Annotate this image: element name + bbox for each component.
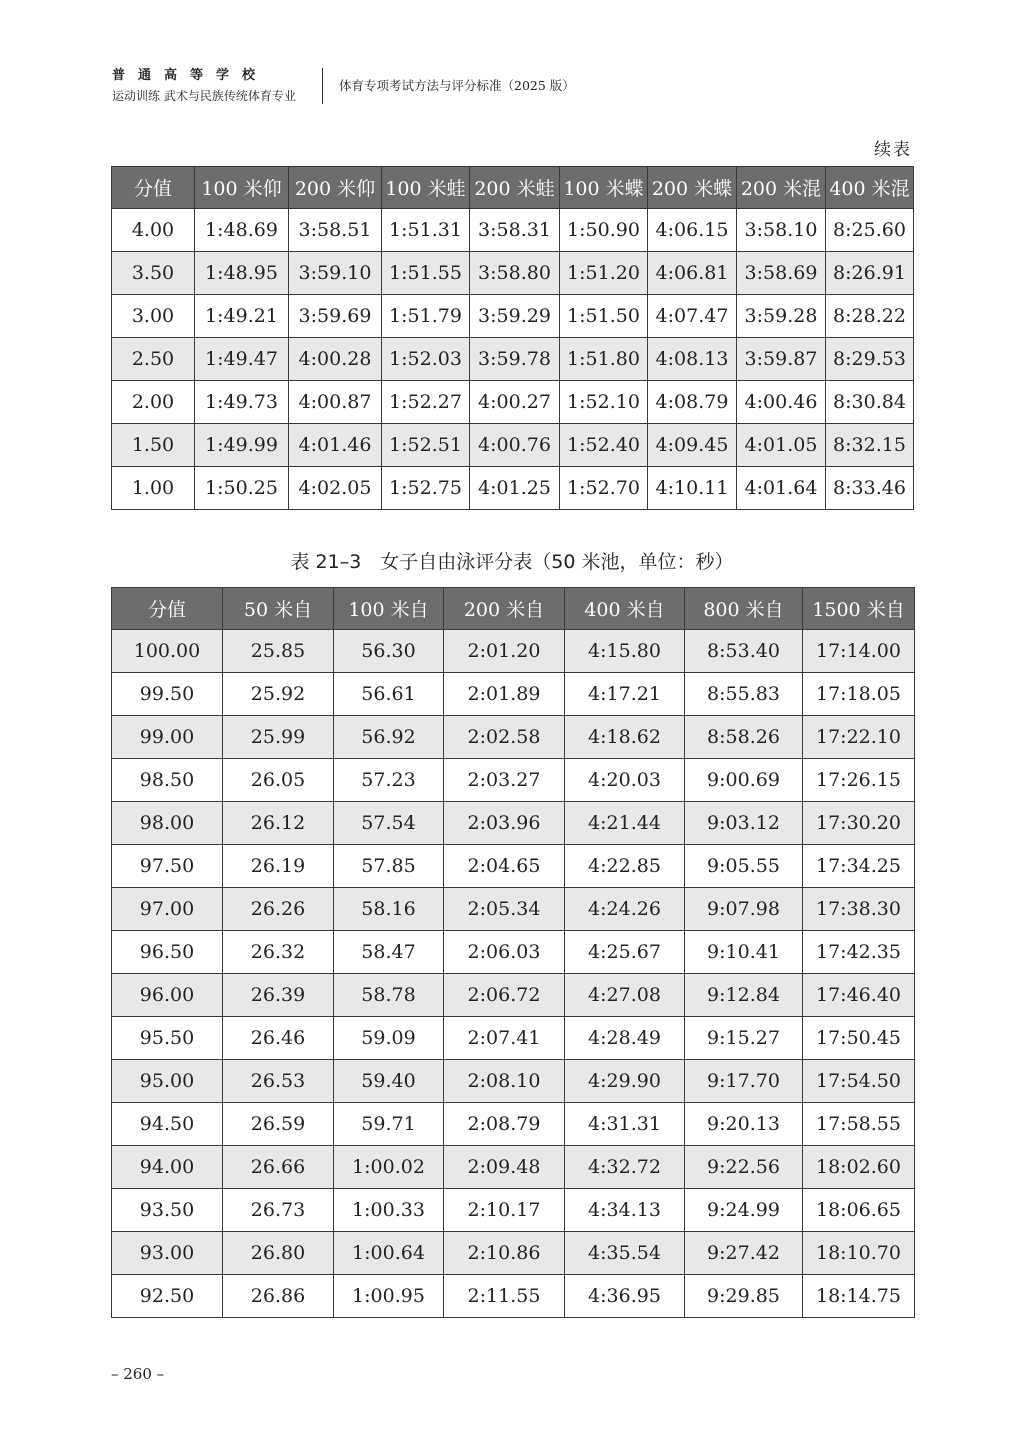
time-cell: 17:46.40 xyxy=(803,974,915,1017)
time-cell: 4:17.21 xyxy=(565,673,685,716)
time-cell: 1:52.75 xyxy=(382,467,470,510)
header-line2: 运动训练 武术与民族传统体育专业 xyxy=(112,89,296,103)
score-cell: 92.50 xyxy=(112,1275,223,1318)
time-cell: 4:01.25 xyxy=(470,467,560,510)
time-cell: 3:58.51 xyxy=(289,209,382,252)
time-cell: 4:27.08 xyxy=(565,974,685,1017)
time-cell: 4:15.80 xyxy=(565,630,685,673)
score-cell: 99.00 xyxy=(112,716,223,759)
table-row xyxy=(112,252,914,295)
table-row xyxy=(112,1189,915,1232)
time-cell: 56.61 xyxy=(334,673,444,716)
time-cell: 26.32 xyxy=(223,931,334,974)
score-cell: 99.50 xyxy=(112,673,223,716)
header-line1: 普通高等学校 xyxy=(112,68,269,83)
column-header: 1500 米自 xyxy=(803,588,915,630)
time-cell: 1:00.64 xyxy=(334,1232,444,1275)
time-cell: 17:30.20 xyxy=(803,802,915,845)
time-cell: 4:01.64 xyxy=(737,467,826,510)
time-cell: 25.92 xyxy=(223,673,334,716)
time-cell: 4:34.13 xyxy=(565,1189,685,1232)
time-cell: 9:15.27 xyxy=(685,1017,803,1060)
time-cell: 26.53 xyxy=(223,1060,334,1103)
time-cell: 18:10.70 xyxy=(803,1232,915,1275)
score-cell: 93.00 xyxy=(112,1232,223,1275)
time-cell: 58.16 xyxy=(334,888,444,931)
time-cell: 9:05.55 xyxy=(685,845,803,888)
time-cell: 2:10.86 xyxy=(444,1232,565,1275)
table-row xyxy=(112,759,915,802)
time-cell: 4:18.62 xyxy=(565,716,685,759)
time-cell: 2:06.03 xyxy=(444,931,565,974)
time-cell: 9:00.69 xyxy=(685,759,803,802)
score-cell: 94.00 xyxy=(112,1146,223,1189)
page-number: – 260 – xyxy=(111,1365,165,1383)
time-cell: 4:25.67 xyxy=(565,931,685,974)
time-cell: 9:29.85 xyxy=(685,1275,803,1318)
time-cell: 4:24.26 xyxy=(565,888,685,931)
column-header: 100 米仰 xyxy=(195,167,289,209)
time-cell: 3:59.87 xyxy=(737,338,826,381)
time-cell: 4:01.05 xyxy=(737,424,826,467)
column-header: 分值 xyxy=(112,588,223,630)
column-header: 200 米自 xyxy=(444,588,565,630)
time-cell: 8:30.84 xyxy=(826,381,914,424)
score-cell: 3.00 xyxy=(112,295,195,338)
score-cell: 93.50 xyxy=(112,1189,223,1232)
score-cell: 3.50 xyxy=(112,252,195,295)
time-cell: 3:58.69 xyxy=(737,252,826,295)
time-cell: 26.46 xyxy=(223,1017,334,1060)
table-row xyxy=(112,1060,915,1103)
time-cell: 3:58.80 xyxy=(470,252,560,295)
column-header: 100 米蛙 xyxy=(382,167,470,209)
column-header: 800 米自 xyxy=(685,588,803,630)
time-cell: 2:01.20 xyxy=(444,630,565,673)
time-cell: 1:00.02 xyxy=(334,1146,444,1189)
table-row xyxy=(112,673,915,716)
time-cell: 17:42.35 xyxy=(803,931,915,974)
time-cell: 4:10.11 xyxy=(648,467,737,510)
time-cell: 3:58.10 xyxy=(737,209,826,252)
column-header: 200 米仰 xyxy=(289,167,382,209)
time-cell: 57.54 xyxy=(334,802,444,845)
time-cell: 1:52.03 xyxy=(382,338,470,381)
time-cell: 9:07.98 xyxy=(685,888,803,931)
column-header: 400 米自 xyxy=(565,588,685,630)
time-cell: 8:58.26 xyxy=(685,716,803,759)
running-header xyxy=(112,66,912,106)
time-cell: 4:02.05 xyxy=(289,467,382,510)
table-header-row xyxy=(112,167,914,209)
backstroke-breaststroke-butterfly-medley-table xyxy=(111,166,914,510)
time-cell: 4:00.28 xyxy=(289,338,382,381)
table-row xyxy=(112,630,915,673)
time-cell: 1:49.73 xyxy=(195,381,289,424)
table-caption: 表 21–3 女子自由泳评分表（50 米池，单位：秒） xyxy=(290,551,734,573)
time-cell: 4:01.46 xyxy=(289,424,382,467)
score-cell: 100.00 xyxy=(112,630,223,673)
time-cell: 4:22.85 xyxy=(565,845,685,888)
time-cell: 4:31.31 xyxy=(565,1103,685,1146)
time-cell: 3:59.28 xyxy=(737,295,826,338)
time-cell: 1:50.90 xyxy=(560,209,648,252)
score-cell: 95.00 xyxy=(112,1060,223,1103)
table-row xyxy=(112,1275,915,1318)
time-cell: 1:52.10 xyxy=(560,381,648,424)
time-cell: 1:52.70 xyxy=(560,467,648,510)
time-cell: 1:51.79 xyxy=(382,295,470,338)
time-cell: 1:00.33 xyxy=(334,1189,444,1232)
time-cell: 26.12 xyxy=(223,802,334,845)
time-cell: 9:12.84 xyxy=(685,974,803,1017)
women-freestyle-score-table xyxy=(111,587,915,1318)
score-cell: 2.50 xyxy=(112,338,195,381)
table-row xyxy=(112,974,915,1017)
time-cell: 4:36.95 xyxy=(565,1275,685,1318)
column-header: 100 米自 xyxy=(334,588,444,630)
time-cell: 1:48.95 xyxy=(195,252,289,295)
time-cell: 4:06.15 xyxy=(648,209,737,252)
time-cell: 1:51.55 xyxy=(382,252,470,295)
time-cell: 1:49.99 xyxy=(195,424,289,467)
score-cell: 95.50 xyxy=(112,1017,223,1060)
time-cell: 26.05 xyxy=(223,759,334,802)
score-cell: 97.50 xyxy=(112,845,223,888)
time-cell: 3:59.78 xyxy=(470,338,560,381)
table-row xyxy=(112,845,915,888)
time-cell: 26.26 xyxy=(223,888,334,931)
time-cell: 9:27.42 xyxy=(685,1232,803,1275)
time-cell: 2:11.55 xyxy=(444,1275,565,1318)
table-row xyxy=(112,1232,915,1275)
time-cell: 4:08.79 xyxy=(648,381,737,424)
time-cell: 1:52.51 xyxy=(382,424,470,467)
time-cell: 2:10.17 xyxy=(444,1189,565,1232)
column-header: 100 米蝶 xyxy=(560,167,648,209)
time-cell: 4:28.49 xyxy=(565,1017,685,1060)
time-cell: 2:04.65 xyxy=(444,845,565,888)
time-cell: 2:05.34 xyxy=(444,888,565,931)
time-cell: 57.85 xyxy=(334,845,444,888)
time-cell: 2:03.96 xyxy=(444,802,565,845)
column-header: 分值 xyxy=(112,167,195,209)
time-cell: 4:21.44 xyxy=(565,802,685,845)
time-cell: 4:06.81 xyxy=(648,252,737,295)
time-cell: 2:09.48 xyxy=(444,1146,565,1189)
time-cell: 1:50.25 xyxy=(195,467,289,510)
time-cell: 17:50.45 xyxy=(803,1017,915,1060)
header-title: 体育专项考试方法与评分标准（2025 版） xyxy=(339,78,575,93)
time-cell: 59.71 xyxy=(334,1103,444,1146)
time-cell: 8:28.22 xyxy=(826,295,914,338)
time-cell: 4:00.46 xyxy=(737,381,826,424)
time-cell: 2:01.89 xyxy=(444,673,565,716)
time-cell: 9:20.13 xyxy=(685,1103,803,1146)
score-cell: 4.00 xyxy=(112,209,195,252)
continued-label: 续表 xyxy=(874,140,912,160)
table-row xyxy=(112,295,914,338)
column-header: 50 米自 xyxy=(223,588,334,630)
time-cell: 17:22.10 xyxy=(803,716,915,759)
time-cell: 1:51.20 xyxy=(560,252,648,295)
score-cell: 98.50 xyxy=(112,759,223,802)
time-cell: 25.85 xyxy=(223,630,334,673)
time-cell: 8:26.91 xyxy=(826,252,914,295)
time-cell: 17:38.30 xyxy=(803,888,915,931)
time-cell: 4:00.87 xyxy=(289,381,382,424)
time-cell: 17:34.25 xyxy=(803,845,915,888)
time-cell: 2:08.10 xyxy=(444,1060,565,1103)
time-cell: 57.23 xyxy=(334,759,444,802)
time-cell: 8:55.83 xyxy=(685,673,803,716)
time-cell: 9:17.70 xyxy=(685,1060,803,1103)
time-cell: 4:35.54 xyxy=(565,1232,685,1275)
time-cell: 59.40 xyxy=(334,1060,444,1103)
time-cell: 17:26.15 xyxy=(803,759,915,802)
table-row xyxy=(112,338,914,381)
time-cell: 1:52.27 xyxy=(382,381,470,424)
time-cell: 17:18.05 xyxy=(803,673,915,716)
time-cell: 2:07.41 xyxy=(444,1017,565,1060)
table-header-row xyxy=(112,588,915,630)
time-cell: 56.30 xyxy=(334,630,444,673)
time-cell: 2:02.58 xyxy=(444,716,565,759)
table-row xyxy=(112,1146,915,1189)
header-divider xyxy=(322,68,323,104)
time-cell: 1:00.95 xyxy=(334,1275,444,1318)
time-cell: 4:32.72 xyxy=(565,1146,685,1189)
time-cell: 9:22.56 xyxy=(685,1146,803,1189)
table-row xyxy=(112,381,914,424)
time-cell: 8:25.60 xyxy=(826,209,914,252)
score-cell: 96.00 xyxy=(112,974,223,1017)
time-cell: 9:03.12 xyxy=(685,802,803,845)
time-cell: 26.66 xyxy=(223,1146,334,1189)
time-cell: 26.80 xyxy=(223,1232,334,1275)
table-row xyxy=(112,888,915,931)
time-cell: 26.39 xyxy=(223,974,334,1017)
table-row xyxy=(112,1017,915,1060)
table-row xyxy=(112,467,914,510)
time-cell: 4:20.03 xyxy=(565,759,685,802)
time-cell: 4:09.45 xyxy=(648,424,737,467)
time-cell: 2:08.79 xyxy=(444,1103,565,1146)
time-cell: 1:48.69 xyxy=(195,209,289,252)
time-cell: 8:33.46 xyxy=(826,467,914,510)
table-row xyxy=(112,424,914,467)
time-cell: 26.73 xyxy=(223,1189,334,1232)
time-cell: 1:51.31 xyxy=(382,209,470,252)
time-cell: 3:59.29 xyxy=(470,295,560,338)
time-cell: 17:54.50 xyxy=(803,1060,915,1103)
time-cell: 18:02.60 xyxy=(803,1146,915,1189)
time-cell: 18:14.75 xyxy=(803,1275,915,1318)
time-cell: 59.09 xyxy=(334,1017,444,1060)
score-cell: 1.00 xyxy=(112,467,195,510)
score-cell: 97.00 xyxy=(112,888,223,931)
table-row xyxy=(112,716,915,759)
time-cell: 58.78 xyxy=(334,974,444,1017)
header-left xyxy=(112,66,317,106)
table-row xyxy=(112,931,915,974)
time-cell: 18:06.65 xyxy=(803,1189,915,1232)
time-cell: 8:53.40 xyxy=(685,630,803,673)
table-row xyxy=(112,802,915,845)
score-cell: 96.50 xyxy=(112,931,223,974)
time-cell: 56.92 xyxy=(334,716,444,759)
time-cell: 8:29.53 xyxy=(826,338,914,381)
score-cell: 1.50 xyxy=(112,424,195,467)
time-cell: 4:00.76 xyxy=(470,424,560,467)
time-cell: 26.86 xyxy=(223,1275,334,1318)
score-cell: 2.00 xyxy=(112,381,195,424)
time-cell: 26.19 xyxy=(223,845,334,888)
time-cell: 9:24.99 xyxy=(685,1189,803,1232)
time-cell: 4:29.90 xyxy=(565,1060,685,1103)
score-cell: 94.50 xyxy=(112,1103,223,1146)
time-cell: 3:58.31 xyxy=(470,209,560,252)
time-cell: 1:51.80 xyxy=(560,338,648,381)
time-cell: 26.59 xyxy=(223,1103,334,1146)
time-cell: 1:49.47 xyxy=(195,338,289,381)
time-cell: 3:59.69 xyxy=(289,295,382,338)
score-cell: 98.00 xyxy=(112,802,223,845)
column-header: 400 米混 xyxy=(826,167,914,209)
time-cell: 1:49.21 xyxy=(195,295,289,338)
time-cell: 4:07.47 xyxy=(648,295,737,338)
time-cell: 17:58.55 xyxy=(803,1103,915,1146)
time-cell: 3:59.10 xyxy=(289,252,382,295)
time-cell: 9:10.41 xyxy=(685,931,803,974)
time-cell: 1:51.50 xyxy=(560,295,648,338)
time-cell: 2:03.27 xyxy=(444,759,565,802)
column-header: 200 米蛙 xyxy=(470,167,560,209)
time-cell: 17:14.00 xyxy=(803,630,915,673)
column-header: 200 米混 xyxy=(737,167,826,209)
table-row xyxy=(112,209,914,252)
time-cell: 4:00.27 xyxy=(470,381,560,424)
time-cell: 1:52.40 xyxy=(560,424,648,467)
time-cell: 8:32.15 xyxy=(826,424,914,467)
time-cell: 4:08.13 xyxy=(648,338,737,381)
time-cell: 25.99 xyxy=(223,716,334,759)
time-cell: 58.47 xyxy=(334,931,444,974)
table-row xyxy=(112,1103,915,1146)
time-cell: 2:06.72 xyxy=(444,974,565,1017)
column-header: 200 米蝶 xyxy=(648,167,737,209)
